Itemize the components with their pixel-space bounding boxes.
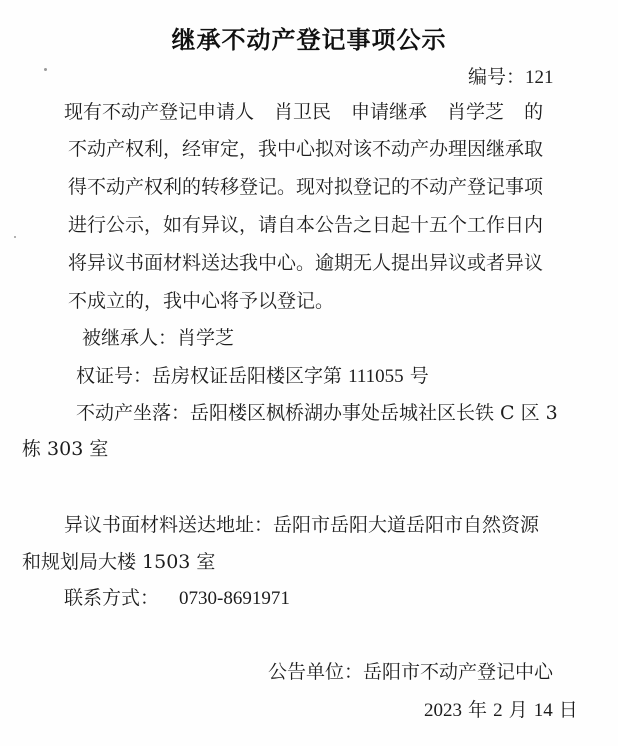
serial-number: 121	[525, 67, 554, 88]
serial-line	[468, 64, 554, 91]
body-line: 不成立的，我中心将予以登记。	[68, 290, 335, 312]
serial-label: 编号：	[468, 66, 526, 88]
decedent-value: 肖学芝	[177, 327, 235, 349]
certificate-label: 权证号：	[76, 365, 153, 387]
location-label: 不动产坐落：	[76, 402, 191, 424]
location-line-continued: 栋 303 室	[22, 438, 109, 460]
body-line: 得不动产权利的转移登记。现对拟登记的不动产登记事项	[68, 176, 544, 198]
objection-address-line-continued: 和规划局大楼 1503 室	[22, 551, 216, 573]
body-line: 进行公示，如有异议，请自本公告之日起十五个工作日内	[68, 214, 544, 236]
body-line: 不动产权利，经审定，我中心拟对该不动产办理因继承取	[68, 138, 544, 160]
applicant-name: 肖卫民	[274, 101, 332, 123]
decedent-label: 被继承人：	[82, 327, 178, 349]
notice-title: 继承不动产登记事项公示	[171, 26, 447, 54]
issuer-line	[268, 659, 553, 685]
decedent-name-inline: 肖学芝	[447, 101, 505, 123]
issuer-value: 岳阳市不动产登记中心	[363, 661, 554, 683]
certificate-line	[76, 363, 429, 390]
date-year: 2023	[424, 700, 462, 721]
contact-line	[64, 585, 290, 612]
certificate-number: 111055	[348, 366, 404, 387]
intro-prefix: 现有不动产登记申请人	[64, 101, 255, 123]
date-month: 2	[493, 700, 503, 721]
intro-mid: 申请继承	[351, 101, 428, 123]
certificate-suffix: 号	[409, 365, 429, 387]
objection-address-line	[64, 512, 539, 538]
location-value: 岳阳楼区枫桥湖办事处岳城社区长铁 C 区 3	[190, 402, 558, 424]
date-day: 14	[533, 700, 553, 721]
scan-speck	[14, 236, 16, 238]
issuer-label: 公告单位：	[268, 661, 364, 683]
intro-suffix: 的	[524, 101, 544, 123]
certificate-prefix: 岳房权证岳阳楼区字第	[152, 365, 343, 387]
intro-line	[64, 99, 543, 125]
scan-speck	[44, 68, 47, 71]
location-line	[76, 400, 558, 426]
decedent-line	[82, 325, 234, 351]
date-day-unit: 日	[558, 699, 578, 721]
body-line: 将异议书面材料送达我中心。逾期无人提出异议或者异议	[68, 252, 544, 274]
objection-address-value: 岳阳市岳阳大道岳阳市自然资源	[273, 514, 540, 536]
date-year-unit: 年	[468, 699, 488, 721]
objection-address-label: 异议书面材料送达地址：	[64, 514, 274, 536]
date-month-unit: 月	[508, 699, 528, 721]
contact-label: 联系方式：	[64, 587, 160, 609]
date-line	[424, 697, 578, 724]
contact-value: 0730-8691971	[179, 588, 290, 609]
